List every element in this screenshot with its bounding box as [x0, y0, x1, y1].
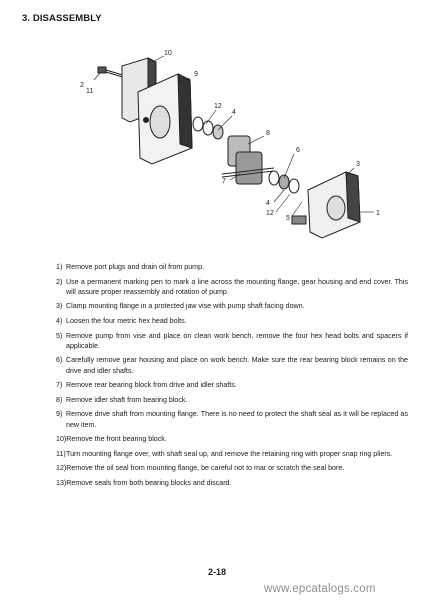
step-text: Remove the oil seal from mounting flange, be careful not to mar or scratch the seal bore. [66, 464, 345, 473]
callout-8: 8 [266, 130, 270, 137]
step-item [56, 316, 408, 326]
bearing-rings-part [269, 171, 299, 193]
step-text: Turn mounting flange over, with shaft seal up, and remove the retaining ring with proper snap ring pliers. [66, 449, 393, 458]
callout-4b: 4 [266, 200, 270, 207]
callout-7: 7 [222, 178, 226, 185]
step-text: Remove seals from both bearing blocks and discard. [66, 478, 232, 487]
callout-1: 1 [376, 210, 380, 217]
callout-4: 4 [232, 109, 236, 116]
callout-10: 10 [164, 50, 172, 57]
callout-11: 11 [86, 88, 94, 95]
step-number: 10) [56, 435, 67, 444]
seal-rings-part [193, 117, 223, 139]
step-item [56, 395, 408, 405]
step-text: Remove the front bearing block. [66, 435, 167, 444]
step-number: 7) [56, 381, 63, 390]
exploded-pump-diagram [60, 40, 400, 250]
step-text: Remove pump from vise and place on clean work bench, remove the four hex head bolts and spacers if applicable. [66, 331, 408, 350]
step-number: 4) [56, 316, 63, 325]
step-item [56, 331, 408, 351]
step-number: 13) [56, 478, 67, 487]
step-number: 8) [56, 395, 63, 404]
step-number: 1) [56, 263, 63, 271]
step-number: 9) [56, 410, 63, 419]
callout-9: 9 [194, 71, 198, 78]
step-text: Remove port plugs and drain oil from pump. [66, 263, 205, 271]
callout-2: 2 [80, 82, 84, 89]
step-item [56, 434, 408, 444]
callout-3: 3 [356, 161, 360, 168]
step-item [56, 463, 408, 473]
step-number: 12) [56, 464, 67, 473]
step-number: 3) [56, 302, 63, 311]
step-item [56, 380, 408, 390]
step-item [56, 409, 408, 429]
step-text: Clamp mounting flange in a protected jaw vise with pump shaft facing down. [66, 302, 305, 311]
step-item [56, 449, 408, 459]
step-item [56, 301, 408, 311]
step-item [56, 478, 408, 488]
watermark: www.epcatalogs.com [264, 583, 376, 595]
step-text: Carefully remove gear housing and place on work bench. Make sure the rear bearing block remains on the drive and idler shafts. [66, 356, 408, 375]
step-item [56, 355, 408, 375]
step-number: 6) [56, 356, 63, 365]
step-text: Remove idler shaft from bearing block. [66, 395, 188, 404]
mounting-flange-part [292, 172, 360, 238]
callout-12b: 12 [266, 210, 274, 217]
step-text: Use a permanent marking pen to mark a line across the mounting flange, gear housing and end cover. This will assure proper reassembly and rotation of pump. [66, 277, 408, 296]
callout-5: 5 [286, 215, 290, 222]
section-title: 3. DISASSEMBLY [22, 13, 102, 24]
pump-diagram-svg [60, 40, 400, 250]
step-text: Loosen the four metric hex head bolts. [66, 316, 187, 325]
callout-6: 6 [296, 147, 300, 154]
step-text: Remove drive shaft from mounting flange. There is no need to protect the shaft seal as it will be replaced as new item. [66, 410, 408, 429]
step-number: 2) [56, 277, 63, 286]
step-item [56, 262, 408, 272]
gears-part [222, 136, 274, 184]
step-text: Remove rear bearing block from drive and idler shafts. [66, 381, 237, 390]
disassembly-steps [56, 262, 408, 493]
step-number: 5) [56, 331, 63, 340]
step-number: 11) [56, 449, 66, 458]
callout-12: 12 [214, 103, 222, 110]
step-item [56, 277, 408, 297]
page-number: 2-18 [208, 567, 227, 577]
